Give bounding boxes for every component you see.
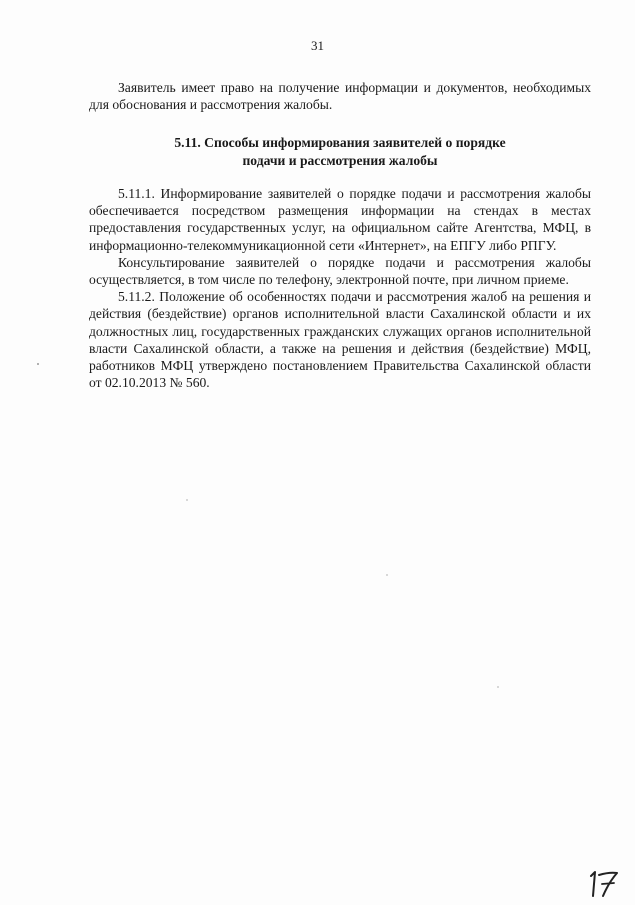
paragraph-consultation: Консультирование заявителей о порядке подачи и рассмотрения жалобы осуществляется, в том числе по телефону, электронной почте, при личном приеме. — [89, 254, 591, 288]
section-heading-line1: 5.11. Способы информирования заявителей о порядке — [174, 135, 506, 150]
section-heading-line2: подачи и рассмотрения жалобы — [242, 152, 438, 168]
intro-block — [89, 79, 591, 113]
section-heading — [89, 134, 591, 169]
scan-speck — [386, 574, 388, 576]
intro-paragraph: Заявитель имеет право на получение информации и документов, необходимых для обоснования и рассмотрения жалобы. — [89, 80, 591, 113]
scan-speck — [37, 363, 39, 365]
scan-speck — [186, 499, 188, 501]
paragraph-5-11-1: 5.11.1. Информирование заявителей о порядке подачи и рассмотрения жалобы обеспечивается посредством размещения информации на стендах в местах предоставления государственных услуг, на официальном сайте Агентства, МФЦ, в информационно-телекоммуникационной сети «Интернет», на ЕПГУ либо РПГУ. — [89, 186, 591, 253]
paragraph-5-11-2: 5.11.2. Положение об особенностях подачи и рассмотрения жалоб на решения и действия (бездействие) органов исполнительной власти Сахалинской области и их должностных лиц, государственных гражданских служащих органов исполнительной власти Сахалинской области, а также на решения и действия (бездействие) МФЦ, работников МФЦ утверждено постановлением Правительства Сахалинской области от 02.10.2013 № 560. — [89, 289, 591, 391]
handwritten-number-mark — [585, 866, 625, 900]
section-body — [89, 185, 591, 391]
page-number: 31 — [311, 38, 324, 53]
scan-speck — [497, 686, 499, 688]
